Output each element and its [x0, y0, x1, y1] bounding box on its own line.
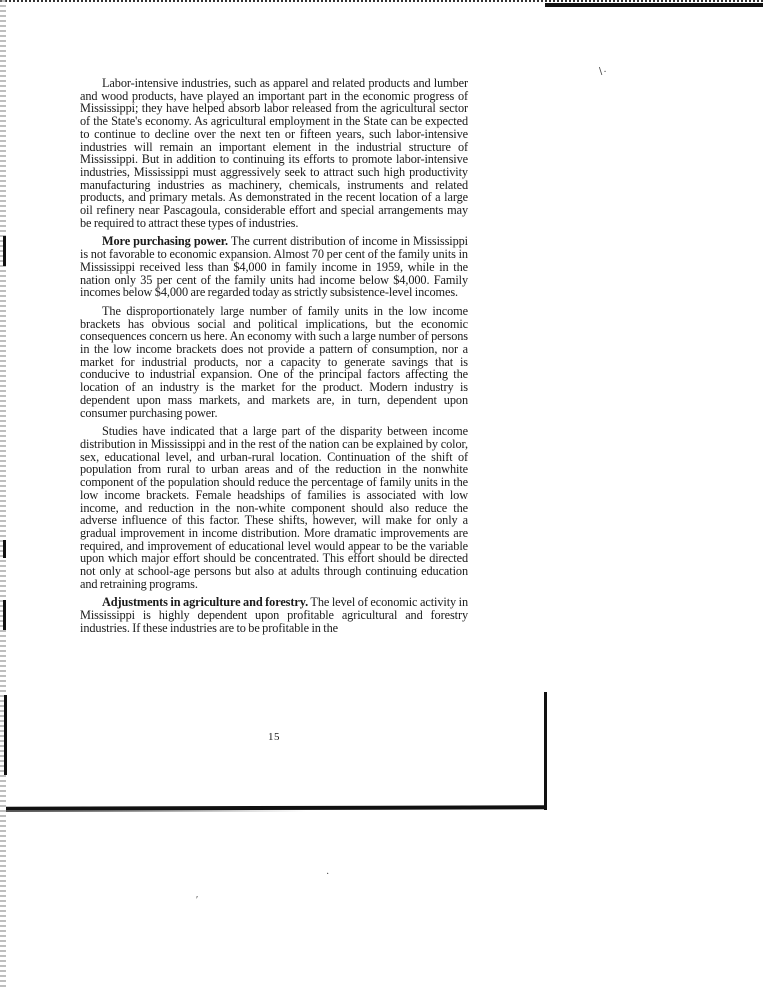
page-number: 15	[268, 731, 280, 743]
scan-speck: ∖·	[597, 67, 607, 78]
paragraph-text: Labor-intensive industries, such as apparel and related products and lumber and wood products, have played an important part in the economic progress of Mississippi; they have helped absorb labor released from the agricultural sector of the State's economy. As agricultural employment in the State can be expected to continue to decline over the next ten or fifteen years, such labor-intensive industries will remain an important element in the industrial structure of Mississippi. But in addition to continuing its efforts to promote labor-intensive industries, Mississippi must aggressively seek to attract such high productivity manufacturing industries as machinery, chemicals, instruments and related products, and primary metals. As demonstrated in the recent location of a large oil refinery near Pascagoula, considerable effort and special arrangements may be required to attract these types of industries.	[80, 76, 468, 230]
binding-mark	[3, 540, 6, 558]
document-page	[80, 76, 469, 743]
paragraph	[80, 425, 468, 590]
binding-mark	[3, 600, 6, 630]
scan-speck: ′	[196, 895, 199, 906]
paragraph-lead: Adjustments in agriculture and forestry.	[102, 595, 309, 610]
paragraph-text: The disproportionately large number of family units in the low income brackets has obvious social and political implications, but the economic consequences concern us here. An economy with such a large number of persons in the low income brackets does not provide a pattern of consumption, nor a market for industrial products, nor a capacity to generate savings that is conducive to industrial expansion. One of the principal factors affecting the location of an industry is the market for the product. Modern industry is dependent upon mass markets, and markets are, in turn, dependent upon consumer purchasing power.	[80, 303, 468, 420]
paragraph-lead: More purchasing power.	[102, 234, 228, 249]
paragraph	[80, 77, 468, 229]
paragraph	[80, 235, 468, 299]
scan-top-bar	[545, 3, 763, 7]
scan-left-edge	[0, 0, 6, 990]
paragraph	[80, 305, 468, 419]
binding-mark	[4, 695, 7, 775]
paragraph-text: The level of economic activity in Mississippi is highly dependent upon profitable agricultural and forestry industries. If these industries are to be profitable in the	[80, 595, 469, 635]
paragraph	[80, 596, 468, 634]
paragraph-text: Studies have indicated that a large part of the disparity between income distribution in Mississippi and in the rest of the nation can be explained by color, sex, educational level, and urban-rural location. Continuation of the shift of population from rural to urban areas and of the reduction in the nonwhite component of the population should reduce the percentage of family units in the low income brackets. Female headships of families is associated with low income, and reduction in the non-white component should also reduce the adverse influence of this factor. These shifts, however, will make for only a gradual improvement in income distribution. More dramatic improvements are required, and improvement of educational level would appear to be the variable upon which major effort should be concentrated. This effort should be directed not only at school-age persons but also at adults through continuing education and retraining programs.	[80, 424, 468, 591]
page-right-rule	[544, 692, 547, 810]
scan-speck: ·	[326, 869, 330, 880]
paragraph-text: The current distribution of income in Mississippi is not favorable to economic expansion. Almost 70 per cent of the family units in Mississippi received less than $4,000 in family income in 1959, while in the nation only 35 per cent of the family units had income below $4,000. Family incomes below $4,000 are regarded today as strictly subsistence-level incomes.	[80, 234, 468, 300]
page-bottom-shadow	[6, 810, 306, 812]
binding-mark	[3, 236, 6, 266]
